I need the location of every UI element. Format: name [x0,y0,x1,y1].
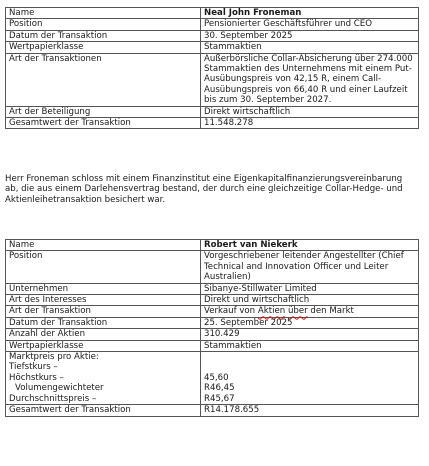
row-label: Wertpapierklasse [6,42,201,53]
transaction-table-froneman [5,7,419,129]
table-row [6,106,419,117]
transaction-word: von [236,306,258,317]
row-label: Wertpapierklasse [6,340,201,351]
low-price-label: Tiefstkurs – [9,362,58,373]
table-row [6,118,419,129]
row-label: Art der Transaktion [6,306,201,317]
table-row [6,352,419,405]
table-row [6,340,419,351]
row-value: Stammaktien [201,42,419,53]
transaction-word: Verkauf [204,306,237,317]
row-value: Neal John Froneman [201,8,419,19]
row-label: Unternehmen [6,283,201,294]
table-row [6,283,419,294]
row-label: Art des Interesses [6,295,201,306]
row-label: Art der Transaktionen [6,53,201,106]
row-label: Position [6,251,201,283]
table-row [6,405,419,416]
vwap-label-line2: Durchschnittspreis – [9,393,97,404]
row-value: Sibanye-Stillwater Limited [201,283,419,294]
vwap-value: R45,67 [204,393,235,404]
row-value [201,306,419,317]
row-label: Datum der Transaktion [6,317,201,328]
row-label: Name [6,8,201,19]
row-label: Art der Beteiligung [6,106,201,117]
table-row [6,240,419,251]
table-row [6,30,419,41]
table-row [6,251,419,283]
table-row [6,295,419,306]
market-price-values [201,352,419,405]
row-value: Stammaktien [201,340,419,351]
vwap-label-line1: Volumengewichteter [15,383,104,394]
row-label: Name [6,240,201,251]
low-price-value: 45,60 [204,373,229,384]
table-row [6,8,419,19]
row-value: Vorgeschriebener leitender Angestellter (Chief Technical and Innovation Officer und Leiter Australien) [201,251,419,283]
row-value: 11.548.278 [201,118,419,129]
high-price-label: Höchstkurs – [9,372,64,383]
spellcheck-word: Aktien [257,306,286,317]
row-value: Direkt und wirtschaftlich [201,295,419,306]
row-label: Datum der Transaktion [6,30,201,41]
row-label: Anzahl der Aktien [6,329,201,340]
financing-note: Herr Froneman schloss mit einem Finanzinstitut eine Eigenkapitalfinanzierungsvereinbarung ab, die aus einem Darlehensvertrag bestand, der durch eine gleichzeitige Collar-Hedge- und Aktienleihetransaktion besichert war. [5,174,403,205]
table-row [6,19,419,30]
row-value: Robert van Niekerk [201,240,419,251]
row-value: Außerbörsliche Collar-Absicherung über 274.000 Stammaktien des Unternehmens mit einem Put-Ausübungspreis von 42,15 R, einem Call-Ausübungspreis von 66,40 R und einer Laufzeit bis zum 30. September 2027. [201,53,419,106]
row-value: R14.178.655 [201,405,419,416]
high-price-value: R46,45 [204,383,235,394]
transaction-table-van-niekerk [5,239,419,417]
row-value: 30. September 2025 [201,30,419,41]
row-label: Gesamtwert der Transaktion [6,405,201,416]
row-label: Gesamtwert der Transaktion [6,118,201,129]
table-row [6,42,419,53]
table-row [6,53,419,106]
spellcheck-word: über [287,306,308,317]
row-value: Pensionierter Geschäftsführer und CEO [201,19,419,30]
row-value: Direkt wirtschaftlich [201,106,419,117]
table-row [6,329,419,340]
table-row [6,306,419,317]
row-value: 310.429 [201,329,419,340]
table-row [6,317,419,328]
market-price-heading: Marktpreis pro Aktie: [9,352,99,363]
transaction-word: den Markt [307,306,354,317]
row-value: 25. September 2025 [201,317,419,328]
market-price-labels [6,352,201,405]
row-label: Position [6,19,201,30]
